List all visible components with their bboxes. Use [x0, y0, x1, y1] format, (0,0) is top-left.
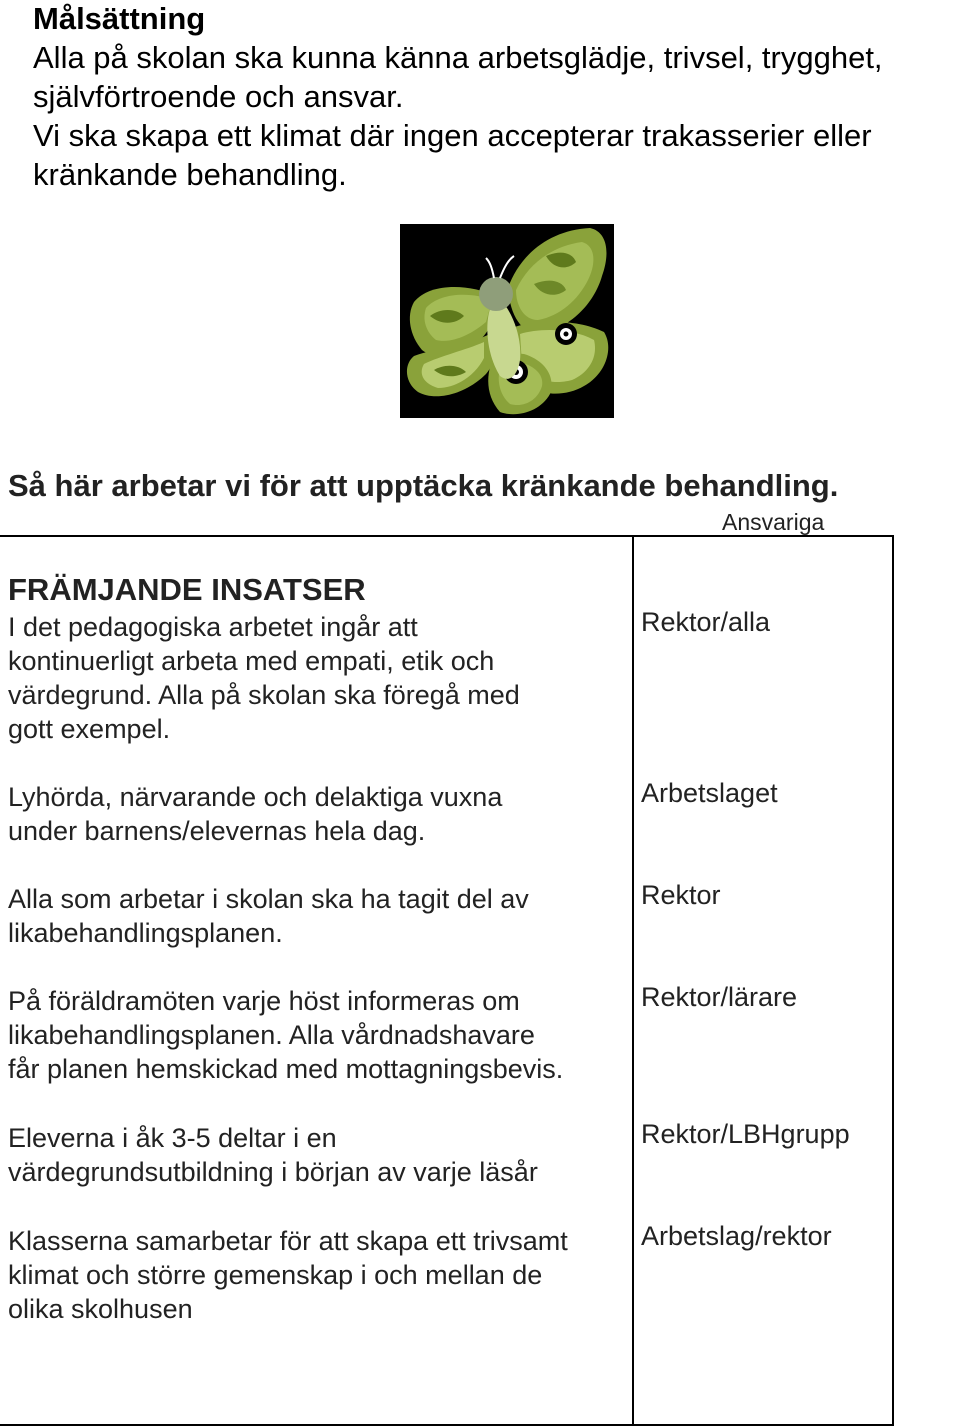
table-row-text: värdegrundsutbildning i början av varje läsår [8, 1157, 538, 1187]
responsible-cell: Rektor/lärare [641, 982, 798, 1012]
table-row-text: Eleverna i åk 3-5 deltar i en [8, 1123, 337, 1153]
goal-heading: Målsättning [33, 1, 206, 36]
table-row-text: Klasserna samarbetar för att skapa ett trivsamt [8, 1226, 568, 1256]
table-row-text: Lyhörda, närvarande och delaktiga vuxna [8, 782, 503, 812]
table-row-text: gott exempel. [8, 714, 171, 744]
table-row-text: olika skolhusen [8, 1294, 193, 1324]
responsible-cell: Arbetslag/rektor [641, 1221, 832, 1251]
goal-line: kränkande behandling. [33, 157, 347, 192]
goal-section [33, 0, 953, 194]
table-row-text: Alla som arbetar i skolan ska ha tagit del av [8, 884, 529, 914]
table-row-text: I det pedagogiska arbetet ingår att [8, 612, 418, 642]
table-row-text: värdegrund. Alla på skolan ska föregå med [8, 680, 520, 710]
table-row-text: likabehandlingsplanen. Alla vårdnadshavare [8, 1020, 535, 1050]
goal-line: Alla på skolan ska kunna känna arbetsglädje, trivsel, trygghet, [33, 40, 883, 75]
goal-line: självförtroende och ansvar. [33, 79, 404, 114]
column-divider [632, 535, 634, 1424]
table-row-text: kontinuerligt arbeta med empati, etik och [8, 646, 495, 676]
responsible-column-header: Ansvariga [722, 509, 825, 535]
table-heading: FRÄMJANDE INSATSER [8, 572, 366, 607]
table-row-text: På föräldramöten varje höst informeras om [8, 986, 520, 1016]
table-row-text: klimat och större gemenskap i och mellan de [8, 1260, 543, 1290]
goal-line: Vi ska skapa ett klimat där ingen accepterar trakasserier eller [33, 118, 872, 153]
responsible-cell: Rektor/alla [641, 607, 771, 637]
butterfly-image [400, 224, 614, 418]
responsible-cell: Arbetslaget [641, 778, 778, 808]
table-row-text: under barnens/elevernas hela dag. [8, 816, 426, 846]
table-row-text: likabehandlingsplanen. [8, 918, 283, 948]
table-row-text: får planen hemskickad med mottagningsbevis. [8, 1054, 564, 1084]
responsible-cell: Rektor [641, 880, 721, 910]
section-heading: Så här arbetar vi för att upptäcka kränkande behandling. [8, 468, 839, 503]
responsible-cell: Rektor/LBHgrupp [641, 1119, 850, 1149]
